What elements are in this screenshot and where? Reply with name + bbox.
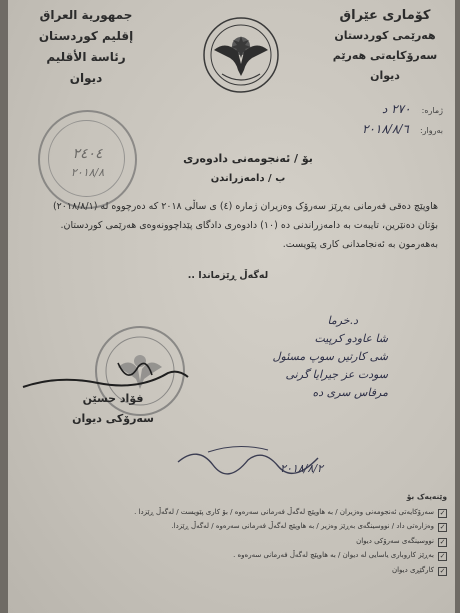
cc-heading: وێنەیەک بۆ [406, 492, 447, 501]
annotation-line-3: شی کارتیں سوپ مسئول [272, 350, 388, 363]
annotation-date: ٢٠١٨/٨/٢ [280, 462, 323, 475]
header-arabic [26, 8, 146, 86]
closing-regards: لەگەڵ ڕێزماندا .. [187, 270, 269, 281]
number-label: ژمارە: [421, 106, 443, 115]
check-icon: ✓ [439, 552, 446, 561]
signatory-title: سەرۆکی دیوان [72, 412, 154, 425]
header-kurdish-line2: هەرێمی کوردستان [334, 29, 436, 42]
cc-item: ✓بەڕێز کاروباری یاسایی لە دیوان / بە هاوپێچ لەگەڵ فەرمانی سەرەوە . [233, 551, 446, 561]
addressee-to: بۆ / ئەنجومەنی دادوەری [183, 152, 313, 165]
cc-item: ✓وەزارەتی داد / نووسینگەی بەڕێز وەزیر / بە هاوپێچ لەگەڵ فەرمانی سەرەوە / لەگەڵ ڕێزدا. [171, 522, 446, 532]
check-icon: ✓ [439, 537, 446, 546]
annotation-line-4: سودت عز جیرایا گرنی [285, 368, 388, 381]
annotation-line-5: مرفاس سری ده [312, 386, 388, 399]
body-line-3: بەهەرمون بە ئەنجامدانی کاری پێویست. [282, 239, 438, 250]
handwritten-annotation [208, 312, 388, 402]
kurdistan-emblem-icon [202, 16, 280, 94]
date-label: بەروار: [419, 126, 443, 135]
annotation-line-1: د.خرما [327, 314, 358, 327]
signatory-name: فۆاد حسێن [82, 392, 144, 405]
header-arabic-line2: إقليم كوردستان [38, 29, 134, 43]
stamp-number: ٢٤٠٤ [72, 146, 103, 162]
header-kurdish-line3: سەرۆکایەتی هەرێم [332, 49, 438, 62]
cc-item: ✓کارگێڕی دیوان [391, 565, 446, 575]
cc-item: ✓سەرۆکایەتی ئەنجومەنی وەزیران / بە هاوپێچ لەگەڵ فەرمانی سەرەوە / بۆ کاری پێویست / لەگەڵ ڕێزدا . [134, 507, 446, 517]
header-kurdish-line4: دیوان [370, 69, 400, 82]
annotation-line-2: شا عاودو کرپیت [314, 332, 388, 345]
check-icon: ✓ [439, 508, 446, 517]
check-icon: ✓ [439, 523, 446, 532]
header-kurdish-line1: كۆماری عێراق [339, 8, 431, 23]
reference-block [328, 98, 443, 134]
header-arabic-line1: جمهورية العراق [39, 8, 133, 22]
registration-stamp [38, 110, 137, 209]
body-line-1: هاوپێچ دەقی فەرمانی بەڕێز سەرۆک وەزیران ژمارە (٤) ی ساڵی ٢٠١٨ کە دەرچووە لە (٢٠١٨/٨/١) [52, 201, 438, 212]
check-icon: ✓ [439, 566, 446, 575]
cc-list [22, 490, 447, 578]
addressee-subject: ب / دامەزراندن [210, 173, 286, 184]
date-value: ٢٠١٨/٨/٦ [362, 122, 409, 136]
header-arabic-line3: رئاسة الأقليم [46, 50, 126, 64]
document-page [8, 0, 455, 613]
number-value: ٢٧٠ د [382, 102, 411, 116]
stamp-date: ٢٠١٨/٨ [70, 166, 105, 179]
cc-item: ✓نووسینگەی سەرۆکی دیوان [356, 536, 446, 546]
letter-body [24, 197, 438, 254]
header-kurdish [320, 8, 450, 83]
body-line-2: بۆتان دەنێرین، تایبەت بە دامەزراندنی دە (١٠) دادوەری دادگای پێداچوونەوەی هەرێمی کوردستان. [60, 220, 438, 231]
header-arabic-line4: ديوان [69, 71, 103, 85]
